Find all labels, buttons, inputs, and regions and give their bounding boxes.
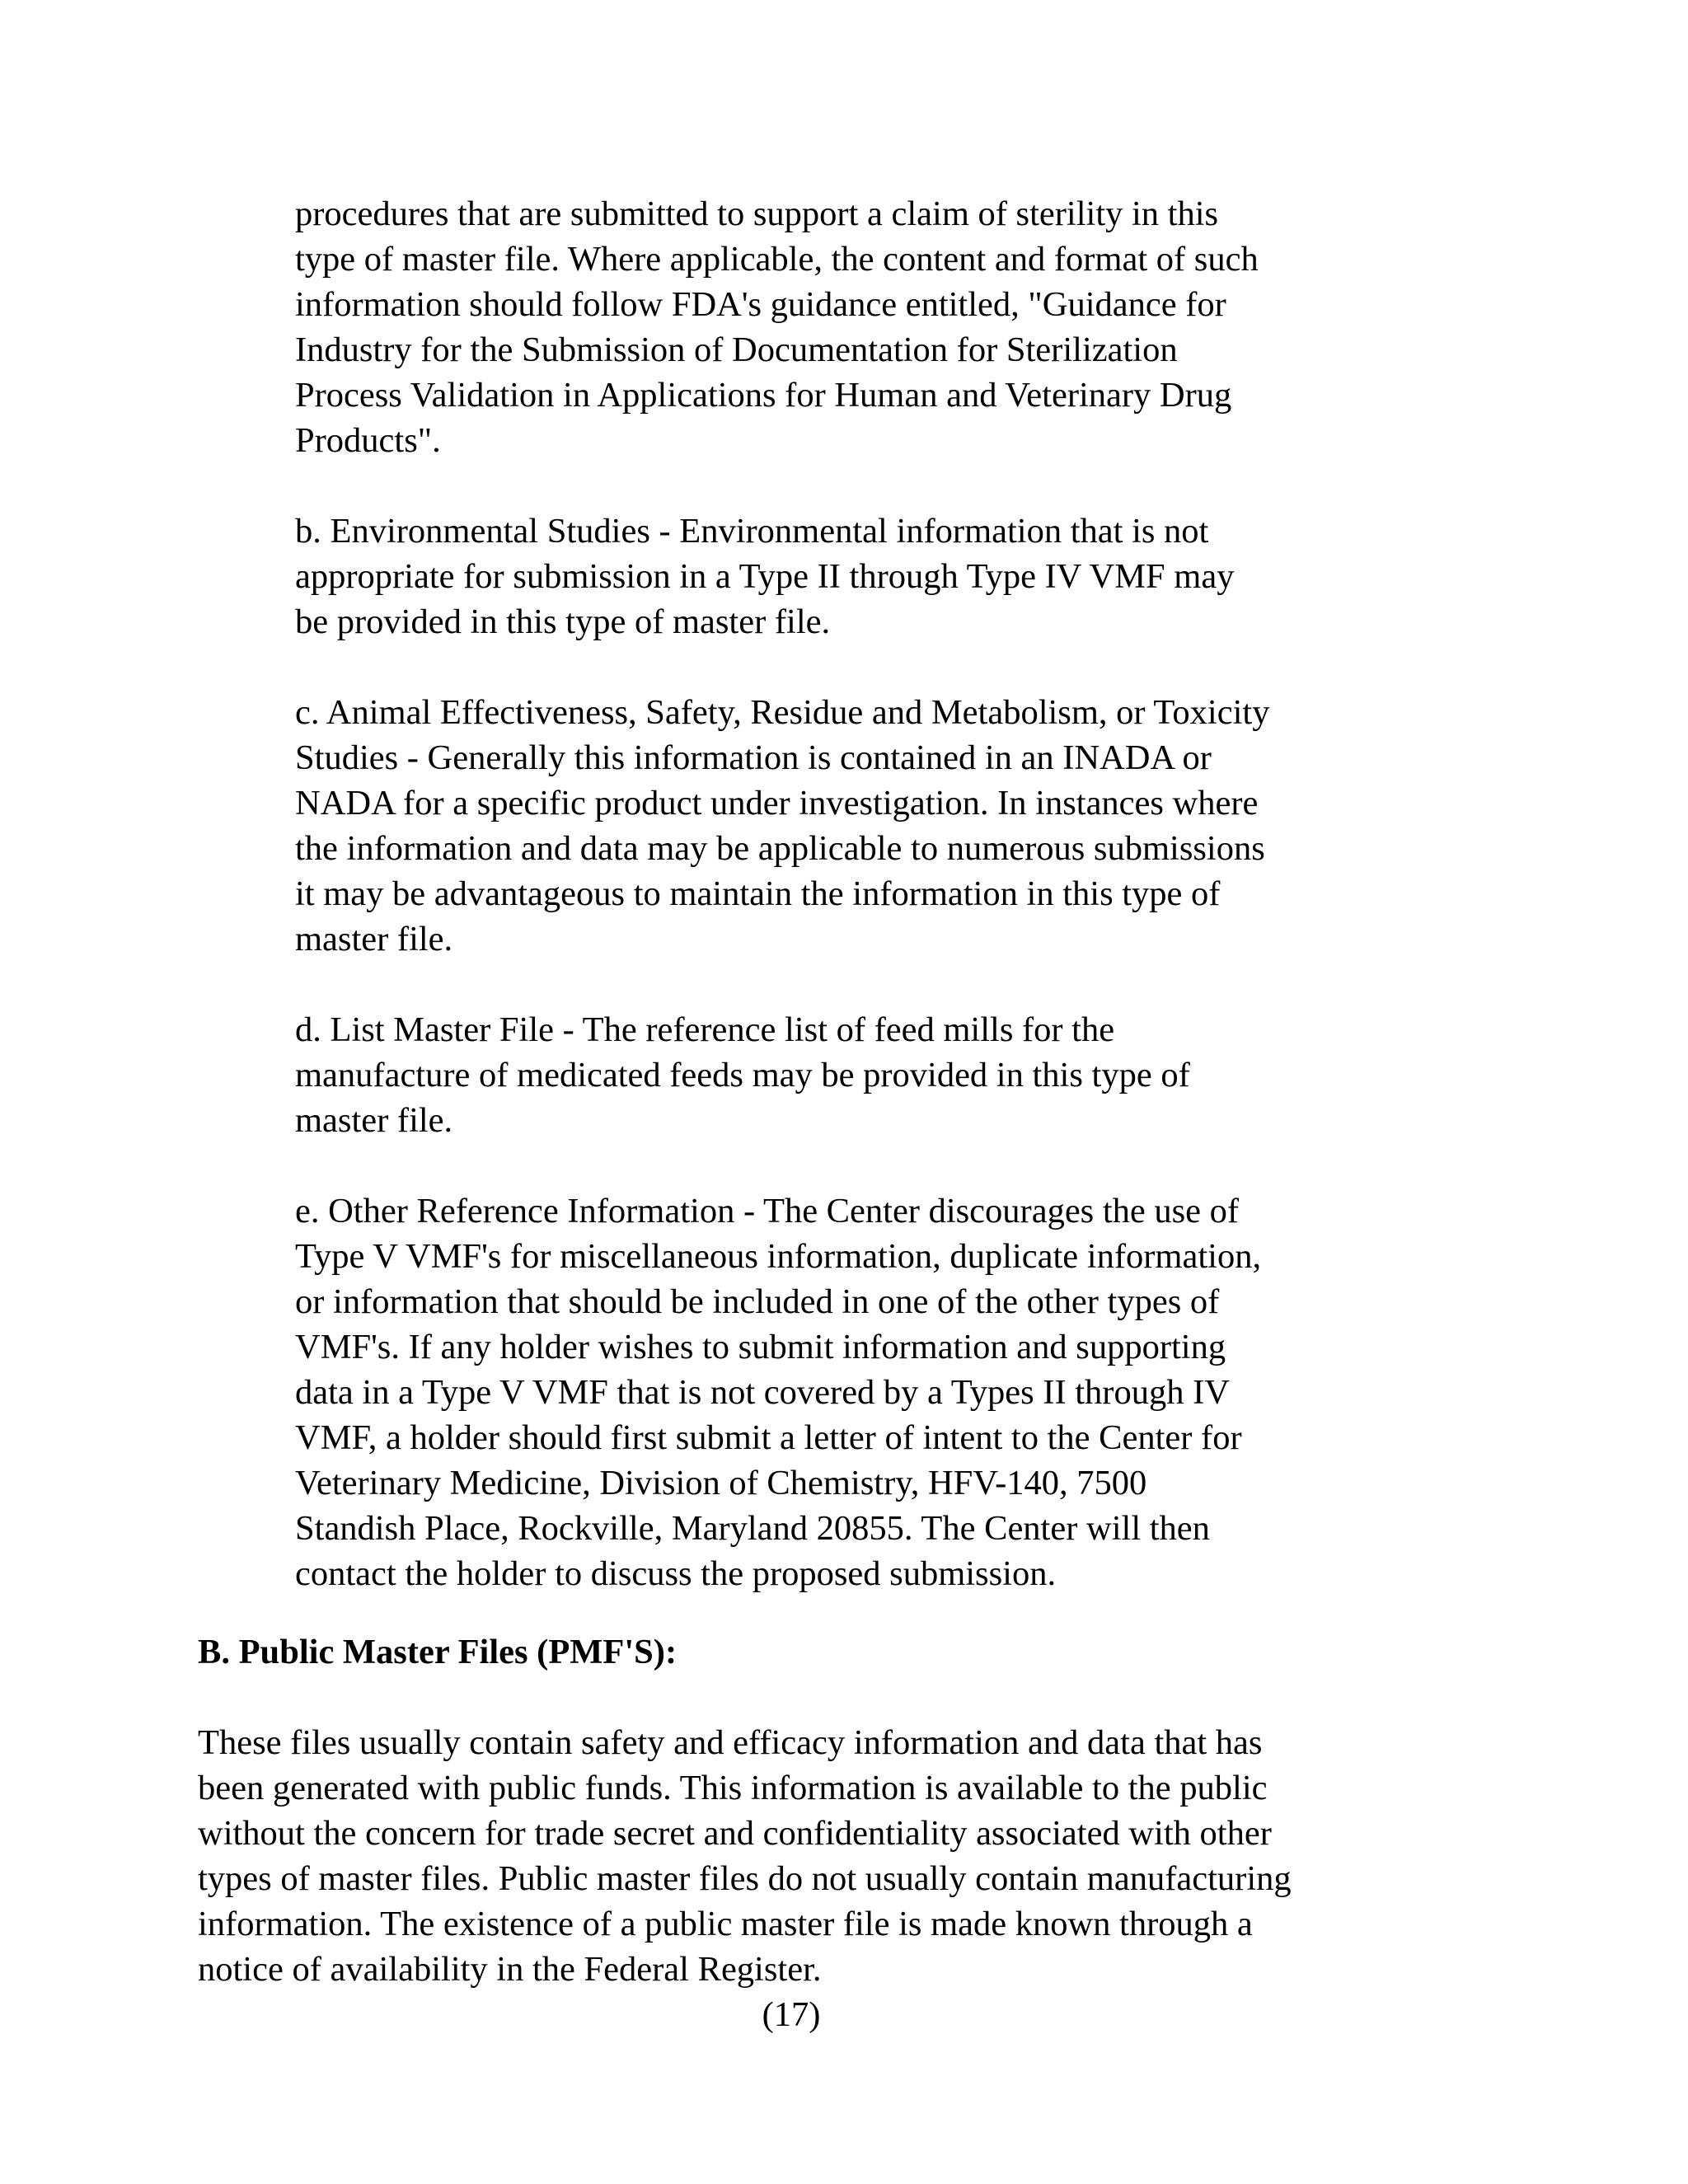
environmental-studies-paragraph: b. Environmental Studies - Environmental information that is not appropriate for submission in a Type II through Type IV VMF may be provided in this type of master file. [295,512,1235,641]
page-number: (17) [762,1995,821,2034]
other-reference-paragraph: e. Other Reference Information - The Center discourages the use of Type V VMF's for miscellaneous information, duplicate information, or information that should be included in one of the other types of VMF's. If any holder wishes to submit information and supporting data in a Type V VMF that is not covered by a Types II through IV VMF, a holder should first submit a letter of intent to the Center for Veterinary Medicine, Division of Chemistry, HFV-140, 7500 Standish Place, Rockville, Maryland 20855. The Center will then contact the holder to discuss the proposed submission. [295,1192,1262,1593]
sterility-paragraph: procedures that are submitted to support a claim of sterility in this type of master file. Where applicable, the content and format of such information should follow FDA's guidance entitled, "Guidance for Industry for the Submission of Documentation for Sterilization Process Validation in Applications for Human and Veterinary Drug Products". [295,194,1259,460]
public-master-files-paragraph: These files usually contain safety and efficacy information and data that has been generated with public funds. This information is available to the public without the concern for trade secret and confidentiality associated with other types of master files. Public master files do not usually contain manufacturing information. The existence of a public master file is made known through a notice of availability in the Federal Register. [198,1723,1292,1989]
animal-effectiveness-paragraph: c. Animal Effectiveness, Safety, Residue and Metabolism, or Toxicity Studies - Generally this information is contained in an INADA or NADA for a specific product under investigation. In instances where the information and data may be applicable to numerous submissions it may be advantageous to maintain the information in this type of master file. [295,693,1270,958]
list-master-file-paragraph: d. List Master File - The reference list of feed mills for the manufacture of medicated feeds may be provided in this type of master file. [295,1010,1190,1140]
section-heading-public-master-files: B. Public Master Files (PMF'S): [198,1633,678,1671]
